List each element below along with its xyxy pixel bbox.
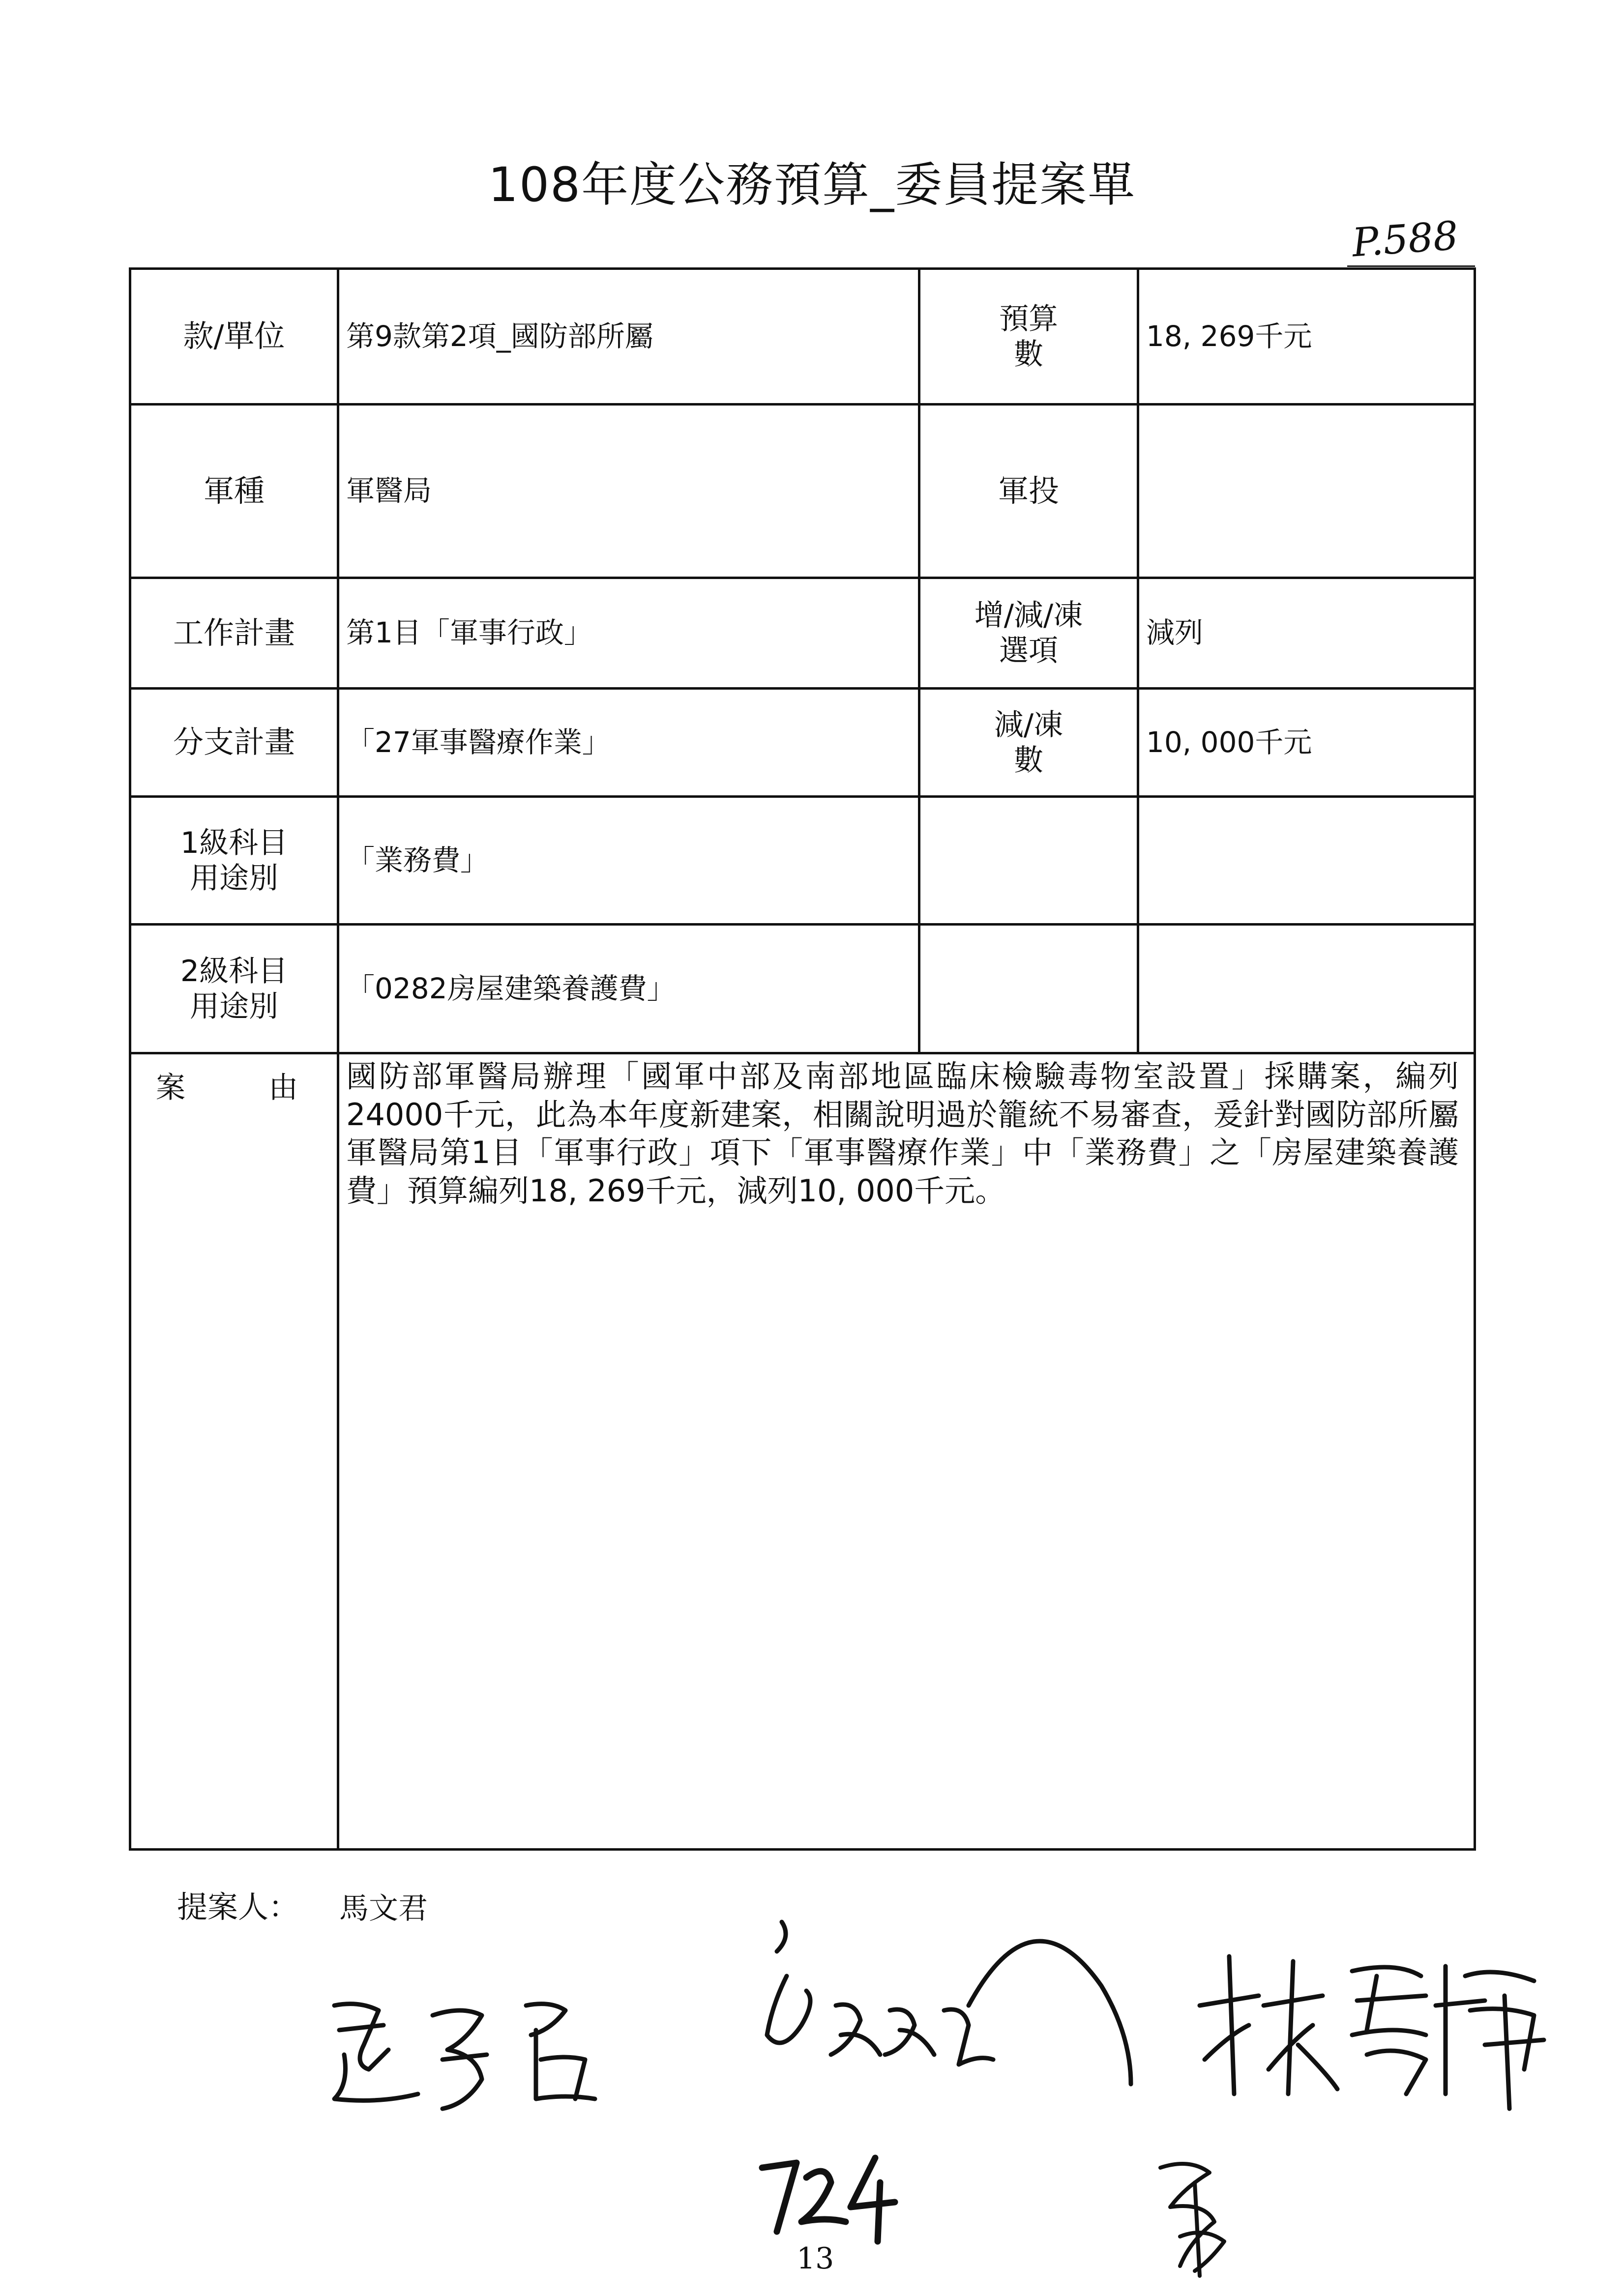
page-reference-underline [1347,265,1475,267]
reason-label-char2: 由 [268,1071,298,1105]
form-title: 108年度公務預算_委員提案單 [488,157,1136,212]
reduce-label-line1: 減/凍 [994,707,1063,742]
level2-empty-cell-a [919,925,1138,1053]
level1-label-line2: 用途別 [190,861,278,896]
option-label-line1: 增/減/凍 [974,598,1083,633]
budget-value: 18, 269千元 [1138,269,1475,405]
level1-empty-cell-b [1138,797,1475,925]
reduce-label [919,689,1138,797]
service-label: 軍種 [130,405,338,578]
service-value: 軍醫局 [338,405,919,578]
signature-2-icon [757,1907,1170,2128]
budget-label-line1: 預算 [999,301,1058,336]
reason-label [130,1053,338,1850]
unit-label: 款/單位 [130,269,338,405]
work-plan-label: 工作計畫 [130,578,338,689]
branch-plan-label: 分支計畫 [130,689,338,797]
proposer-name: 馬文君 [339,1891,428,1926]
budget-label [919,269,1138,405]
proposer-label: 提案人： [177,1889,299,1925]
level2-label-line1: 2級科目 [180,954,288,988]
level1-label [130,797,338,925]
reason-text: 國防部軍醫局辦理「國軍中部及南部地區臨床檢驗毒物室設置」採購案，編列24000千元，此為本年度新建案，相關說明過於籠統不易審查，爰針對國防部所屬軍醫局第1目「軍事行政」項下「軍事醫療作業」中「業務費」之「房屋建築養護費」預算編列18, 269千元，減列10, 000千元。 [338,1053,1475,1850]
signature-3-icon [1190,1947,1564,2123]
row-unit [130,269,1475,405]
military-investment-label: 軍投 [919,405,1138,578]
option-value: 減列 [1138,578,1475,689]
option-label-line2: 選項 [999,634,1058,668]
row-branch-plan [130,689,1475,797]
military-investment-value [1138,405,1475,578]
level2-value: 「0282房屋建築養護費」 [338,925,919,1053]
row-work-plan [130,578,1475,689]
level2-label [130,925,338,1053]
unit-value: 第9款第2項_國防部所屬 [338,269,919,405]
work-plan-value: 第1目「軍事行政」 [338,578,919,689]
budget-label-line2: 數 [1014,337,1043,372]
signature-4-icon [1151,2148,1249,2286]
option-label [919,578,1138,689]
row-service [130,405,1475,578]
row-reason [130,1053,1475,1850]
reduce-label-line2: 數 [1014,743,1043,778]
page-number: 13 [797,2241,834,2276]
level1-empty-cell-a [919,797,1138,925]
reason-label-char1: 案 [156,1071,185,1105]
row-level1 [130,797,1475,925]
level2-label-line2: 用途別 [190,989,278,1024]
page-reference: P.588 [1351,212,1460,266]
branch-plan-value: 「27軍事醫療作業」 [338,689,919,797]
reduce-value: 10, 000千元 [1138,689,1475,797]
row-level2 [130,925,1475,1053]
level1-value: 「業務費」 [338,797,919,925]
level2-empty-cell-b [1138,925,1475,1053]
handwritten-number-icon [752,2148,900,2246]
signature-1-icon [320,1986,634,2133]
proposal-form-table [129,267,1476,1851]
level1-label-line1: 1級科目 [180,825,288,860]
